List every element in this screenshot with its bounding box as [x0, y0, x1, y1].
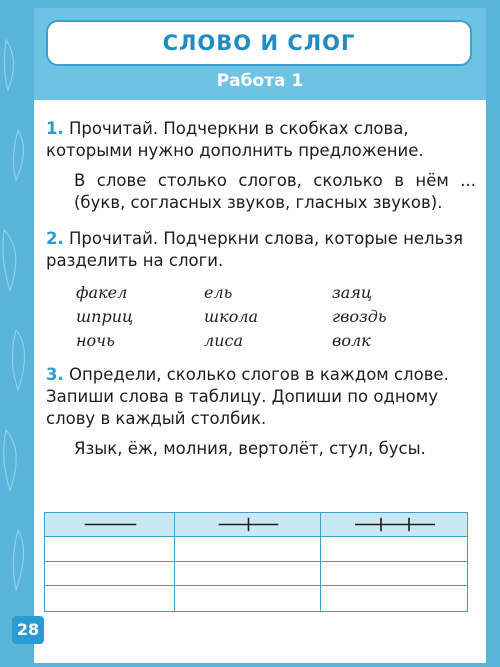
table-cell[interactable]: [321, 537, 467, 562]
word-item[interactable]: школа: [204, 307, 259, 326]
tasks-content: [46, 118, 476, 460]
page-number: 28: [12, 616, 44, 644]
task-number: 1.: [46, 119, 64, 138]
table-cell[interactable]: [321, 586, 467, 611]
word-item[interactable]: шприц: [76, 307, 134, 326]
task-number: 3.: [46, 365, 64, 384]
table-cell[interactable]: [175, 562, 321, 587]
title-box: [46, 20, 472, 66]
word-item[interactable]: волк: [332, 331, 371, 350]
task-1-instruction: 1. Прочитай. Подчеркни в скобках слова, которыми нужно дополнить предложение.: [46, 119, 424, 160]
table-cell[interactable]: [45, 537, 175, 562]
word-item[interactable]: факел: [76, 283, 128, 302]
table-cell[interactable]: [45, 562, 175, 587]
word-item[interactable]: лиса: [204, 331, 243, 350]
task-2: [46, 228, 476, 352]
table-header-2-syllable: [175, 513, 321, 537]
table-cell[interactable]: [321, 562, 467, 587]
word-item[interactable]: ночь: [76, 331, 115, 350]
task-3-instruction: 3. Определи, сколько слогов в каждом слове. Запиши слова в таблицу. Допиши по одному слову в каждый столбик.: [46, 365, 449, 428]
word-item[interactable]: гвоздь: [332, 307, 387, 326]
table-cell[interactable]: [45, 586, 175, 611]
page-title: СЛОВО И СЛОГ: [162, 31, 356, 55]
task-3: [46, 364, 476, 460]
syllable-table: [44, 512, 468, 612]
two-syllable-scheme-icon: [175, 513, 320, 536]
task-2-instruction: 2. Прочитай. Подчеркни слова, которые нельзя разделить на слоги.: [46, 229, 464, 270]
table-header-3-syllable: [321, 513, 467, 537]
work-subtitle: Работа 1: [216, 71, 304, 91]
table-cell[interactable]: [175, 537, 321, 562]
task-1-passage: В слове столько слогов, сколько в нём ... (букв, согласных звуков, гласных звуков).: [74, 171, 476, 212]
leaf-decoration-icon: [0, 0, 34, 667]
three-syllable-scheme-icon: [321, 513, 467, 536]
word-item[interactable]: заяц: [332, 283, 373, 302]
word-item[interactable]: ель: [204, 283, 233, 302]
task-3-passage: Язык, ёж, молния, вертолёт, стул, бусы.: [74, 439, 426, 458]
task-number: 2.: [46, 229, 64, 248]
one-syllable-scheme-icon: [45, 513, 174, 536]
task-1: [46, 118, 476, 214]
table-header-1-syllable: [45, 513, 175, 537]
table-cell[interactable]: [175, 586, 321, 611]
word-list: [76, 282, 476, 352]
